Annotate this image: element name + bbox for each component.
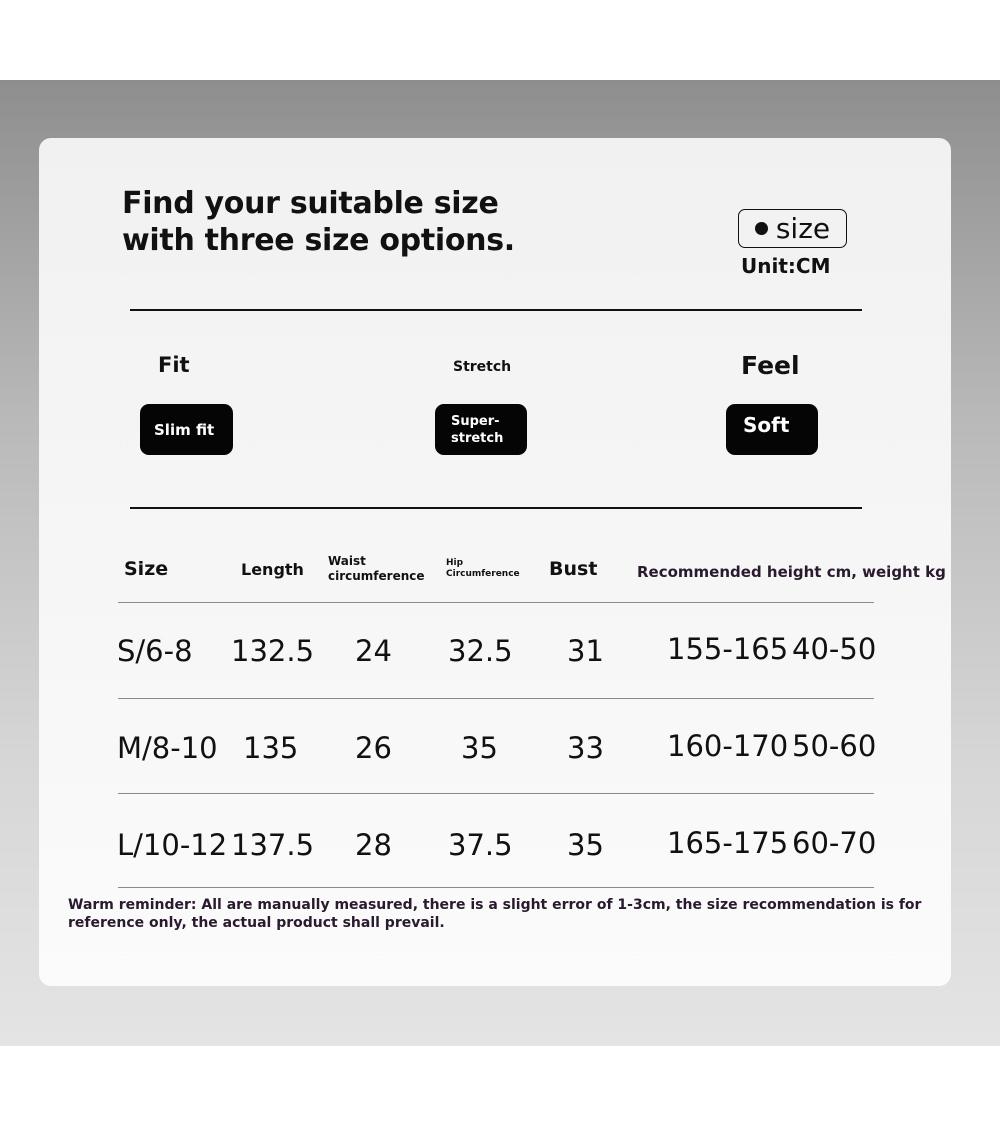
cell-length: 135 bbox=[243, 731, 299, 765]
header-waist: Waist circumference bbox=[328, 554, 425, 583]
cell-bust: 33 bbox=[567, 731, 604, 765]
size-badge bbox=[738, 209, 847, 248]
cell-size: L/10-12 bbox=[117, 828, 228, 862]
middle-divider bbox=[130, 507, 862, 509]
cell-weight: 50-60 bbox=[792, 729, 877, 763]
page-title bbox=[122, 185, 515, 259]
cell-waist: 26 bbox=[355, 731, 392, 765]
top-divider bbox=[130, 309, 862, 311]
cell-length: 132.5 bbox=[231, 634, 315, 668]
cell-waist: 24 bbox=[355, 634, 392, 668]
stretch-label: Stretch bbox=[453, 359, 512, 375]
fit-value-pill: Slim fit bbox=[140, 404, 233, 455]
stretch-value-pill: Super- stretch bbox=[435, 404, 527, 455]
cell-size: M/8-10 bbox=[117, 731, 218, 765]
warm-reminder-note: Warm reminder: All are manually measured, there is a slight error of 1-3cm, the size recommendation is for reference only, the actual product shall prevail. bbox=[68, 897, 922, 931]
cell-length: 137.5 bbox=[231, 828, 315, 862]
title-line-2: with three size options. bbox=[122, 223, 515, 258]
cell-bust: 31 bbox=[567, 634, 604, 668]
title-line-1: Find your suitable size bbox=[122, 186, 499, 221]
header-hip: Hip Circumference bbox=[446, 558, 520, 580]
bullet-dot-icon bbox=[755, 222, 768, 235]
cell-hip: 37.5 bbox=[448, 828, 513, 862]
cell-bust: 35 bbox=[567, 828, 604, 862]
cell-weight: 60-70 bbox=[792, 826, 877, 860]
table-rule-row-3 bbox=[118, 887, 874, 888]
fit-label: Fit bbox=[158, 353, 190, 377]
header-length: Length bbox=[241, 560, 304, 579]
header-bust: Bust bbox=[549, 558, 598, 580]
cell-weight: 40-50 bbox=[792, 632, 877, 666]
table-rule-row-1 bbox=[118, 698, 874, 699]
cell-hip: 35 bbox=[461, 731, 498, 765]
unit-label: Unit:CM bbox=[741, 254, 831, 278]
cell-height: 155-165 bbox=[667, 632, 789, 666]
cell-size: S/6-8 bbox=[117, 634, 193, 668]
cell-waist: 28 bbox=[355, 828, 392, 862]
header-recommended: Recommended height cm, weight kg bbox=[637, 563, 946, 581]
cell-height: 165-175 bbox=[667, 826, 789, 860]
cell-height: 160-170 bbox=[667, 729, 789, 763]
feel-label: Feel bbox=[741, 351, 800, 380]
table-rule-row-2 bbox=[118, 793, 874, 794]
size-badge-label: size bbox=[775, 212, 831, 245]
feel-value-pill: Soft bbox=[726, 404, 818, 455]
table-rule-header bbox=[118, 602, 874, 603]
cell-hip: 32.5 bbox=[448, 634, 513, 668]
header-size: Size bbox=[124, 558, 169, 580]
